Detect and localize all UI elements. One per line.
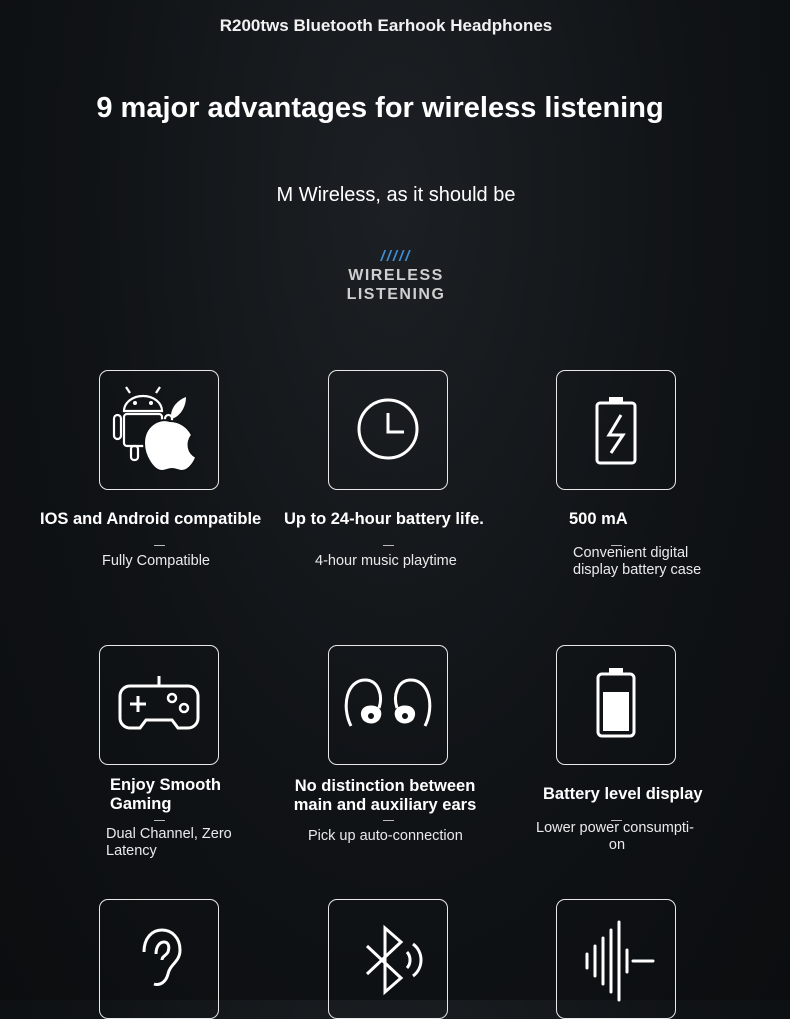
ear-icon [100, 900, 218, 1018]
feature-title-line-2: main and auxiliary ears [293, 796, 477, 814]
divider [154, 545, 165, 546]
sub-heading: M Wireless, as it should be [276, 184, 516, 206]
battery-charging-icon [557, 371, 675, 489]
feature-icon-box [556, 370, 676, 490]
feature-subtitle-line-1: Dual Channel, Zero [106, 826, 232, 842]
divider [383, 545, 394, 546]
android-apple-icon [100, 371, 218, 489]
feature-subtitle-line-1: Convenient digital [573, 545, 689, 561]
feature-title: IOS and Android compatible [40, 510, 262, 528]
feature-subtitle-line-1: Lower power consumpti- [536, 820, 694, 836]
feature-subtitle: Fully Compatible [102, 553, 210, 569]
feature-icon-box [99, 370, 219, 490]
feature-icon-box [328, 370, 448, 490]
battery-full-icon [557, 646, 675, 764]
logo-line-2: LISTENING [346, 286, 446, 303]
logo-stripes: ///// [380, 248, 412, 265]
gamepad-icon [100, 646, 218, 764]
feature-title: Battery level display [543, 785, 703, 803]
clock-icon [329, 371, 447, 489]
feature-icon-box [99, 899, 219, 1019]
feature-icon-box [556, 645, 676, 765]
divider [383, 820, 394, 821]
feature-title-line-1: Enjoy Smooth [110, 776, 221, 794]
sound-wave-icon [557, 900, 675, 1018]
feature-subtitle: 4-hour music playtime [315, 553, 457, 569]
divider [154, 820, 165, 821]
earbuds-icon [329, 646, 447, 764]
feature-subtitle: Pick up auto-connection [308, 828, 463, 844]
feature-title: 500 mA [569, 510, 628, 528]
feature-title: Up to 24-hour battery life. [284, 510, 484, 528]
feature-subtitle-line-2: Latency [106, 843, 157, 859]
feature-subtitle-line-2: on [608, 837, 626, 853]
main-heading: 9 major advantages for wireless listening [96, 92, 664, 124]
feature-icon-box [328, 899, 448, 1019]
page-top-title: R200tws Bluetooth Earhook Headphones [219, 16, 553, 35]
feature-icon-box [328, 645, 448, 765]
feature-title-line-1: No distinction between [294, 777, 476, 795]
wireless-listening-logo [340, 248, 452, 304]
logo-line-1: WIRELESS [348, 267, 444, 284]
feature-title-line-2: Gaming [110, 795, 172, 813]
feature-subtitle-line-2: display battery case [573, 562, 702, 578]
feature-icon-box [99, 645, 219, 765]
feature-icon-box [556, 899, 676, 1019]
bluetooth-icon [329, 900, 447, 1018]
